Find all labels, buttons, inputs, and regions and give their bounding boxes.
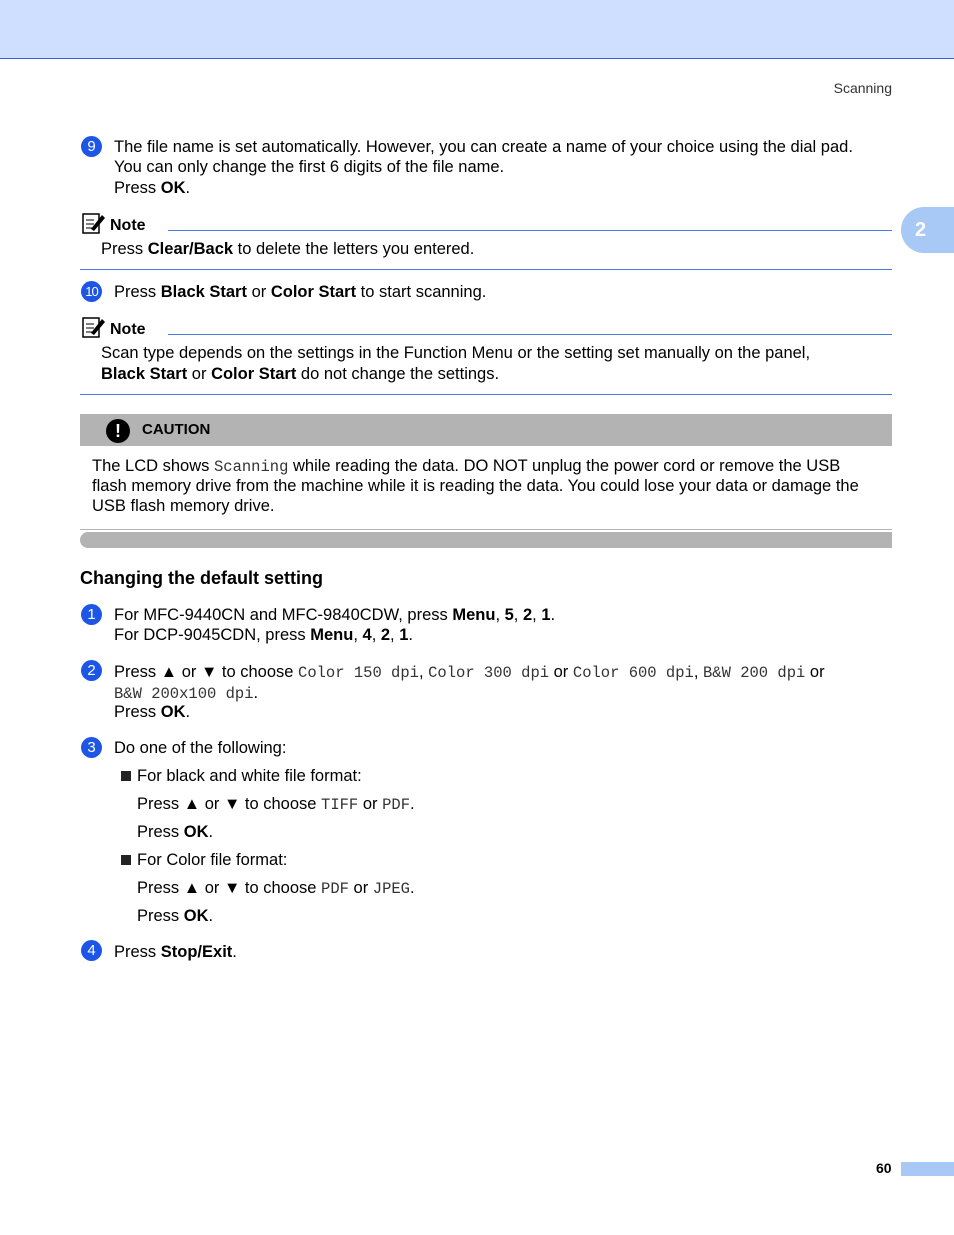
bullet-square-icon	[121, 771, 131, 781]
caution-bottom-bar	[80, 532, 892, 548]
running-header-section: Scanning	[833, 80, 892, 96]
step-4-marker: 4	[81, 940, 102, 961]
caution-bottom-rule	[80, 529, 892, 530]
step-2-press-ok: Press OK.	[114, 703, 191, 721]
note-2-line-1: Scan type depends on the settings in the Function Menu or the setting set manually on the panel,	[101, 344, 811, 362]
note-2-top-rule	[168, 334, 892, 335]
page-number: 60	[876, 1160, 892, 1176]
color-format-press-ok: Press OK.	[137, 907, 214, 925]
step-2-marker: 2	[81, 660, 102, 681]
chapter-tab[interactable]: 2	[901, 207, 954, 253]
step-2-line-2: B&W 200x100 dpi.	[114, 684, 259, 703]
note-1-top-rule	[168, 230, 892, 231]
step-3-intro: Do one of the following:	[114, 739, 287, 757]
down-arrow-icon: ▼	[223, 879, 241, 897]
color-format-choose: Press ▲ or ▼ to choose PDF or JPEG.	[137, 879, 415, 898]
bullet-square-icon	[121, 855, 131, 865]
caution-line-2: flash memory drive from the machine while it is reading the data. You could lose your data or damage the	[92, 477, 859, 495]
step-10-marker: 10	[81, 281, 102, 302]
section-title: Changing the default setting	[80, 568, 323, 588]
caution-line-3: USB flash memory drive.	[92, 497, 275, 515]
step-1-line-2: For DCP-9045CDN, press Menu, 4, 2, 1.	[114, 626, 413, 644]
caution-line-1: The LCD shows Scanning while reading the data. DO NOT unplug the power cord or remove the USB	[92, 457, 841, 476]
color-format-title: For Color file format:	[137, 851, 288, 869]
step-2-line-1: Press ▲ or ▼ to choose Color 150 dpi, Color 300 dpi or Color 600 dpi, B&W 200 dpi or	[114, 663, 825, 682]
up-arrow-icon: ▲	[183, 795, 201, 813]
bw-format-choose: Press ▲ or ▼ to choose TIFF or PDF.	[137, 795, 415, 814]
step-9-press-ok: Press OK.	[114, 179, 191, 197]
note-1-bottom-rule	[80, 269, 892, 270]
step-10-text: Press Black Start or Color Start to start scanning.	[114, 283, 487, 301]
up-arrow-icon: ▲	[160, 663, 178, 681]
note-2-bottom-rule	[80, 394, 892, 395]
step-9-line-2: You can only change the first 6 digits of the file name.	[114, 158, 505, 176]
header-band	[0, 0, 954, 59]
caution-label: CAUTION	[142, 421, 211, 438]
step-9-marker: 9	[81, 136, 102, 157]
step-9-line-1: The file name is set automatically. However, you can create a name of your choice using the dial pad.	[114, 138, 853, 156]
note-1-title: Note	[110, 217, 146, 234]
note-1-text: Press Clear/Back to delete the letters you entered.	[101, 240, 475, 258]
bw-format-title: For black and white file format:	[137, 767, 362, 785]
step-1-marker: 1	[81, 604, 102, 625]
note-pencil-icon	[82, 212, 106, 234]
down-arrow-icon: ▼	[200, 663, 218, 681]
up-arrow-icon: ▲	[183, 879, 201, 897]
note-pencil-icon	[82, 316, 106, 338]
step-4-text: Press Stop/Exit.	[114, 943, 237, 961]
note-2-title: Note	[110, 321, 146, 338]
caution-exclamation-icon: !	[106, 419, 130, 443]
note-2-line-2: Black Start or Color Start do not change the settings.	[101, 365, 500, 383]
step-3-marker: 3	[81, 737, 102, 758]
footer-tab	[901, 1162, 954, 1176]
down-arrow-icon: ▼	[223, 795, 241, 813]
bw-format-press-ok: Press OK.	[137, 823, 214, 841]
step-1-line-1: For MFC-9440CN and MFC-9840CDW, press Menu, 5, 2, 1.	[114, 606, 556, 624]
